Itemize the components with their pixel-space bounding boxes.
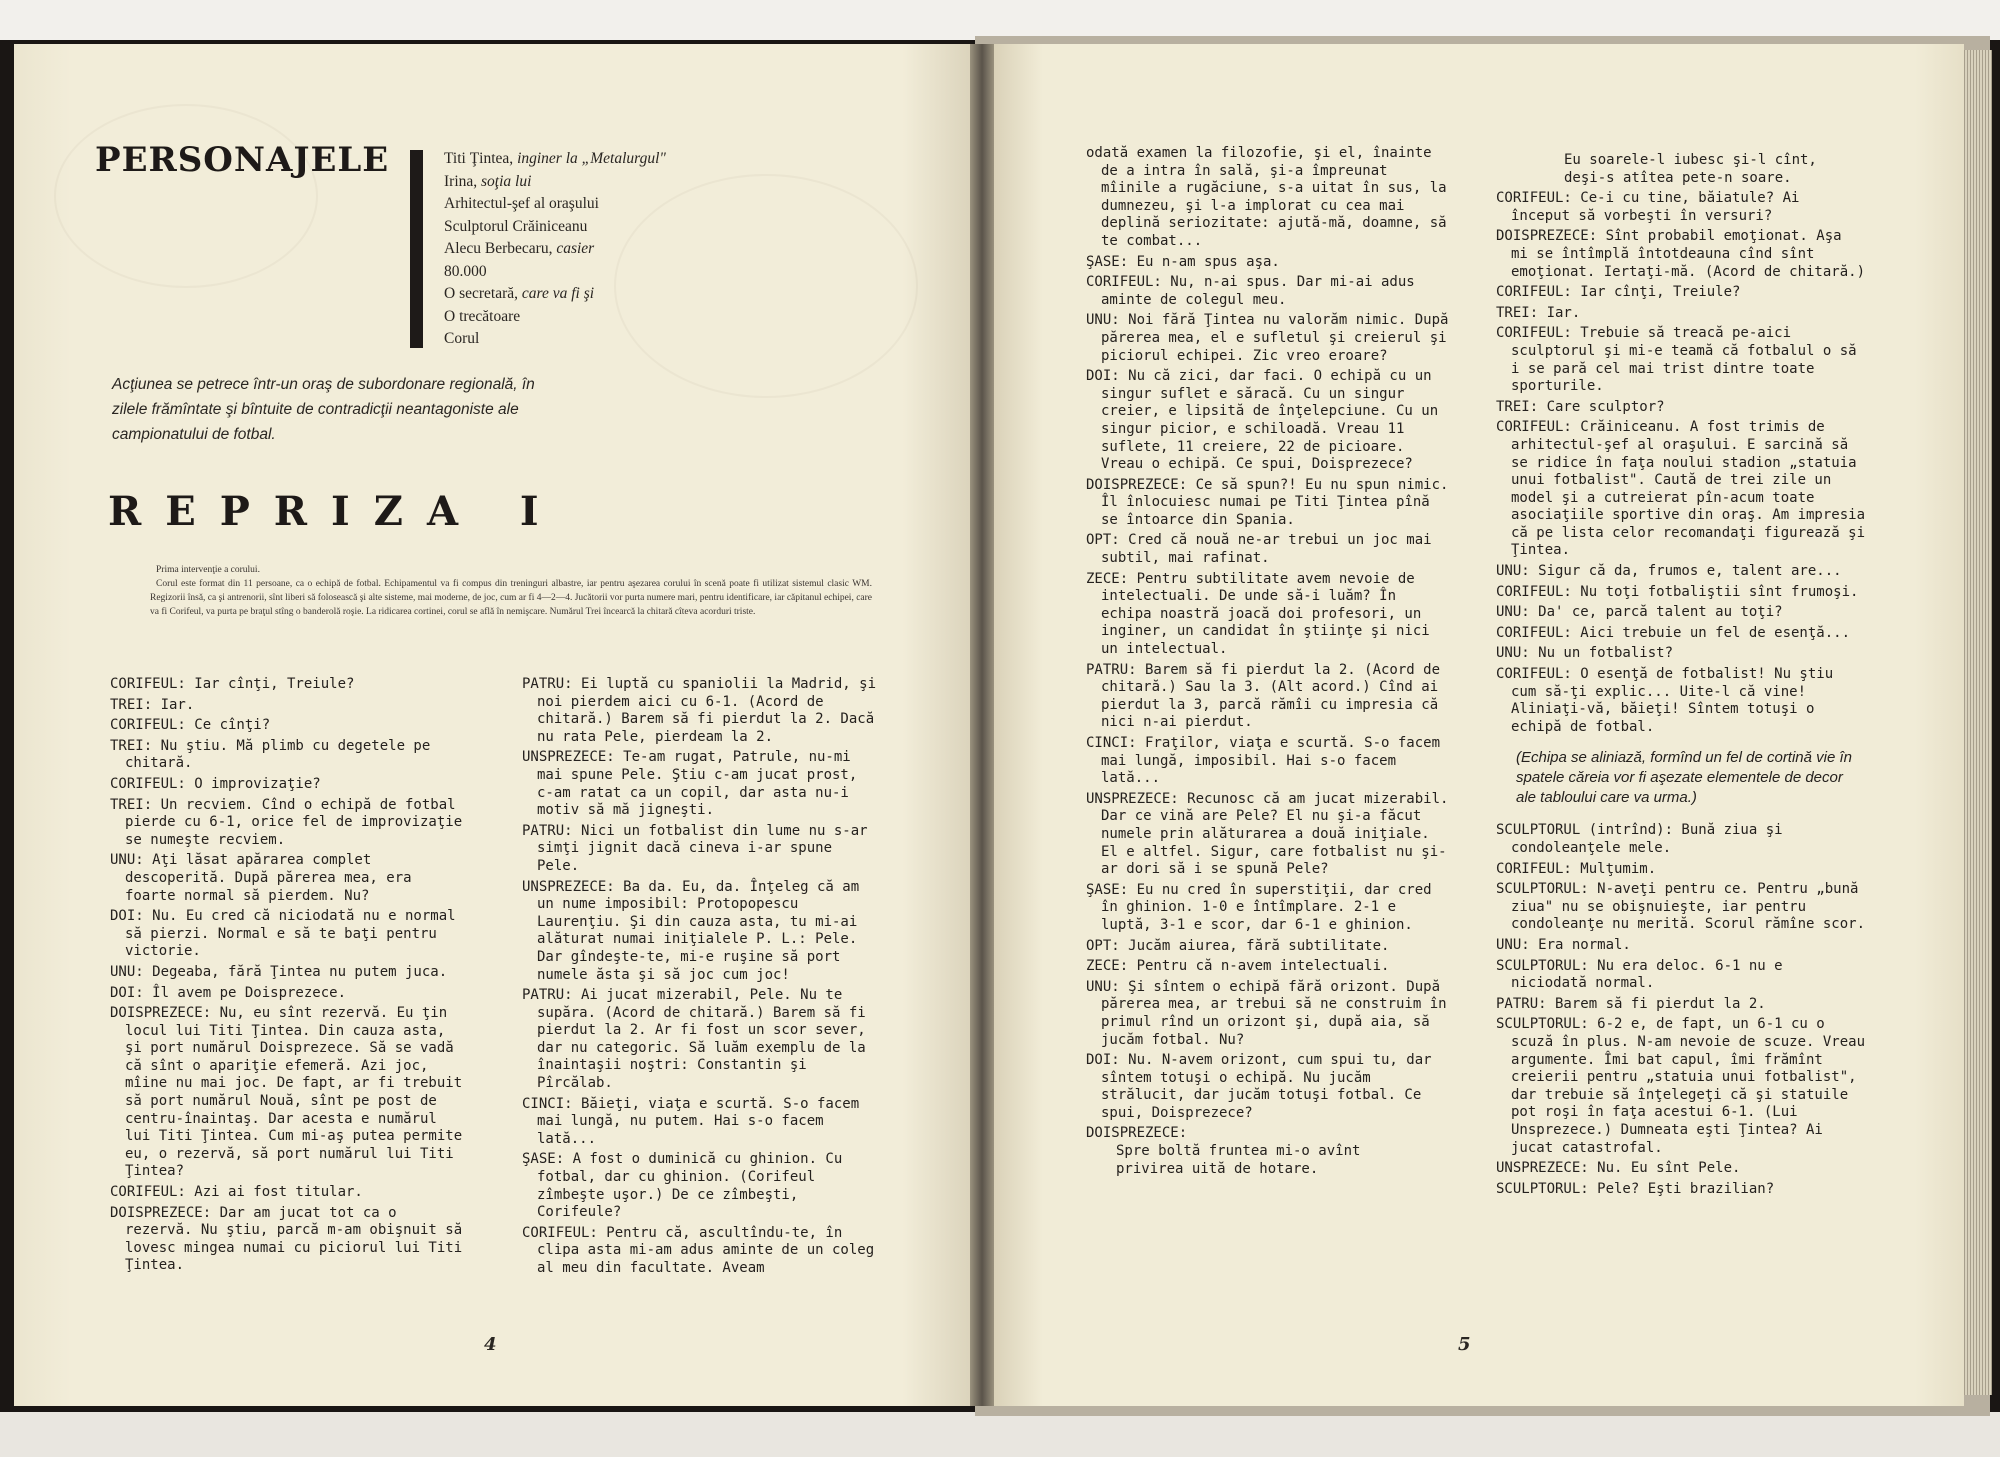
dialogue-line: DOI: Nu. N-avem orizont, cum spui tu, dar sîntem totuşi o echipă. Nu jucăm strălucit, dar jucăm totuşi fotbal. Ce spui, Doisprezece?: [1086, 1052, 1432, 1121]
dialogue-line: SCULPTORUL: N-aveţi pentru ce. Pentru „bună ziua" nu se obişnuieşte, iar pentru condoleanţe nu merită. Scorul rămîne scor.: [1496, 881, 1866, 933]
dialogue-line: CORIFEUL: Ce-i cu tine, băiatule? Ai început să vorbeşti în versuri?: [1496, 190, 1800, 224]
dialogue-line: OPT: Cred că nouă ne-ar trebui un joc mai subtil, mai rafinat.: [1086, 532, 1432, 567]
verse-line: Eu soarele-l iubesc şi-l cînt,: [1564, 152, 1817, 168]
background-top: [0, 0, 2000, 40]
dialogue-line: UNU: Şi sîntem o echipă fără orizont. După părerea mea, ar trebui să ne construim în primul rînd un orizont şi, după aia, să jucăm fotbal. Nu?: [1086, 978, 1447, 1048]
dialogue-line: SCULPTORUL (intrînd): Bună ziua şi condoleanţele mele.: [1496, 822, 1783, 856]
dialogue-line: PATRU: Barem să fi pierdut la 2.: [1496, 995, 1766, 1012]
dialogue-line: CINCI: Băieţi, viaţa e scurtă. S-o facem mai lungă, nu putem. Hai s-o facem lată...: [522, 1095, 860, 1147]
cast-item: 80.000: [444, 262, 487, 280]
stage-note-first: Prima intervenţie a corului.: [156, 565, 260, 575]
page-title: PERSONAJELE: [95, 140, 390, 180]
dialogue-line: DOI: Nu. Eu cred că niciodată nu e normal să pierzi. Normal e să te baţi pentru victorie.: [110, 908, 456, 960]
dialogue-line: PATRU: Nici un fotbalist din lume nu s-ar simţi jignit dacă cineva i-ar spune Pele.: [522, 822, 868, 874]
dialogue-line: ZECE: Pentru că n-avem intelectuali.: [1086, 958, 1390, 975]
dialogue-line: UNU: Da' ce, parcă talent au toţi?: [1496, 604, 1783, 621]
dialogue-line: DOISPREZECE: Dar am jucat tot ca o rezervă. Nu ştiu, parcă m-am obişnuit să lovesc mingea numai cu piciorul lui Titi Ţintea.: [110, 1204, 463, 1274]
cast-item: Alecu Berbecaru, casier: [444, 240, 595, 257]
dialogue-line: ŞASE: Eu nu cred în superstiţii, dar cred în ghinion. 1-0 e întîmplare. 2-1 e luptă, 3-1 e scor, dar 6-1 e ghinion.: [1086, 881, 1432, 933]
dialogue-line: ŞASE: Eu n-am spus aşa.: [1086, 253, 1280, 270]
dialogue-line: UNU: Aţi lăsat apărarea complet descoperită. După părerea mea, era foarte normal să pierdem. Nu?: [110, 852, 412, 904]
page-stack: [1962, 50, 1992, 1395]
watermark-shape: [54, 104, 318, 288]
cast-item: Titi Ţintea, inginer la „Metalurgul": [444, 150, 666, 167]
act-title: REPRIZA I: [108, 488, 563, 535]
dialogue-line: PATRU: Ai jucat mizerabil, Pele. Nu te supăra. (Acord de chitară.) Barem să fi pierdut la 2. Ar fi fost un scor sever, dar nu categoric. Să luăm exemplu de la înaintaşii noştri: Constantin şi Pîrcălab.: [522, 987, 866, 1092]
dialogue-line: OPT: Jucăm aiurea, fără subtilitate.: [1086, 937, 1390, 954]
dialogue-line: SCULPTORUL: 6-2 e, de fapt, un 6-1 cu o scuză în plus. N-am nevoie de scuze. Vreau argumente. Îmi bat capul, îmi frămînt creierii pentru „statuia unui fotbalist", dar trebuie să înţelegeţi că şi statuile pot roşi în faţa acestui 6-1. (Lui Unsprezece.) Dumneata eşti Ţintea? Ai jucat catastrofal.: [1496, 1016, 1866, 1156]
dialogue-line: DOISPREZECE: Ce să spun?! Eu nu spun nimic. Îl înlocuiesc numai pe Titi Ţintea pînă se întoarce din Spania.: [1086, 476, 1449, 528]
dialogue-line: CORIFEUL: Crăiniceanu. A fost trimis de arhitectul-şef al oraşului. E sarcină să se ridice în faţa noului stadion „statuia unui fotbalist". Caută de trei zile un model şi a cutreierat pîn-acum toate asociaţiile sportive din oraş. Am impresia că pe lista celor recomandaţi figurează şi Ţintea.: [1496, 419, 1866, 559]
dialogue-line: CORIFEUL: Ce cînţi?: [110, 717, 271, 734]
left-column-1: [110, 676, 470, 1278]
dialogue-line: TREI: Care sculptor?: [1496, 398, 1665, 415]
dialogue-line: CORIFEUL: Aici trebuie un fel de esenţă...: [1496, 624, 1851, 641]
cast-item: O secretară, care va fi şi: [444, 285, 595, 302]
stage-direction: (Echipa se aliniază, formînd un fel de cortină vie în spatele căreia vor fi aşezate elementele de decor ale tabloului care va urma.): [1516, 749, 1853, 807]
dialogue-line: ŞASE: A fost o duminică cu ghinion. Cu fotbal, dar cu ghinion. (Corifeul zîmbeşte uşor.) De ce zîmbeşti, Corifeule?: [522, 1151, 843, 1221]
dialogue-line: odată examen la filozofie, şi el, înainte de a intra în sală, şi-a împreunat mîinile a rugăciune, s-a uitat în sus, la dumnezeu, şi l-a implorat cu cea mai deplină seriozitate: ajută-mă, doamne, să te combat...: [1086, 145, 1447, 249]
dialogue-line: CORIFEUL: Pentru că, ascultîndu-te, în clipa asta mi-am adus aminte de un coleg al meu din facultate. Aveam: [522, 1224, 875, 1276]
cast-list: [444, 148, 774, 351]
dialogue-line: CORIFEUL: Iar cînţi, Treiule?: [110, 676, 355, 692]
dialogue-line: TREI: Nu ştiu. Mă plimb cu degetele pe chitară.: [110, 737, 431, 772]
dialogue-line: DOI: Îl avem pe Doisprezece.: [110, 984, 347, 1001]
dialogue-line: PATRU: Barem să fi pierdut la 2. (Acord de chitară.) Sau la 3. (Alt acord.) Cînd ai pierdut la 3, parcă rămîi cu impresia că nici n-ai pierdut.: [1086, 661, 1441, 731]
right-column-1: [1086, 145, 1452, 1181]
right-column-2: [1496, 152, 1866, 1201]
dialogue-line: CORIFEUL: Nu toţi fotbaliştii sînt frumoşi.: [1496, 583, 1859, 600]
page-number-left: 4: [484, 1334, 497, 1355]
title-divider-bar: [410, 150, 423, 348]
dialogue-line: ZECE: Pentru subtilitate avem nevoie de intelectuali. De unde să-i luăm? În echipa noastră joacă doi profesori, un inginer, un candidat în ştiinţe şi nici un intelectual.: [1086, 570, 1430, 658]
dialogue-line: CORIFEUL: Trebuie să treacă pe-aici sculptorul şi mi-e teamă că fotbalul o să i se pară cel mai trist dintre toate sporturile.: [1496, 325, 1857, 395]
dialogue-line: UNSPREZECE: Nu. Eu sînt Pele.: [1496, 1160, 1741, 1177]
dialogue-line: SCULPTORUL: Nu era deloc. 6-1 nu e niciodată normal.: [1496, 957, 1783, 992]
left-column-2: [522, 676, 878, 1281]
cast-item: Arhitectul-şef al oraşului: [444, 195, 599, 212]
dialogue-line: PATRU: Ei luptă cu spaniolii la Madrid, şi noi pierdem aici cu 6-1. (Acord de chitară.) Barem să fi pierdut la 2. Dacă nu rata Pele, pierdeam la 2.: [522, 676, 877, 745]
stage-note: [150, 563, 872, 619]
dialogue-line: TREI: Iar.: [110, 696, 195, 713]
dialogue-line: DOISPREZECE:: [1086, 1125, 1188, 1142]
dialogue-line: UNU: Sigur că da, frumos e, talent are...: [1496, 563, 1842, 580]
cast-item: O trecătoare: [444, 307, 521, 325]
dialogue-line: DOI: Nu că zici, dar faci. O echipă cu un singur suflet e săracă. Cu un singur creier, e lipsită de înţelepciune. Cu un singur picior, e schiloadă. Vreau 11 suflete, 11 creiere, 22 de picioare. Vreau o echipă. Ce spui, Doisprezece?: [1086, 368, 1439, 473]
page-number-right: 5: [1458, 1334, 1471, 1355]
dialogue-line: UNSPREZECE: Recunosc că am jucat mizerabil. Dar ce vină are Pele? El nu şi-a făcut numele prin alăturarea a două iniţiale. El e altfel. Sigur, care fotbalist nu şi-ar dori să i se spună Pele?: [1086, 790, 1449, 878]
cast-item: Sculptorul Crăiniceanu: [444, 217, 588, 235]
dialogue-line: CORIFEUL: Iar cînţi, Treiule?: [1496, 284, 1741, 301]
dialogue-line: UNU: Noi fără Ţintea nu valorăm nimic. După părerea mea, el e sufletul şi creierul şi piciorul echipei. Zic vreo eroare?: [1086, 312, 1449, 364]
stage-note-body: Corul este format din 11 persoane, ca o echipă de fotbal. Echipamentul va fi compus din treninguri albastre, iar pentru aşezarea corului în scenă poate fi utilizat sistemul clasic WM. Regizorii însă, ca şi antrenorii, sînt liberi să folosească şi alte sisteme, mai moderne, de joc, cum ar fi 4—2—4. Jucătorii vor purta numere mari, pentru identificare, iar căpitanul echipei, care va fi Corifeul, va purta pe braţul stîng o banderolă roşie. La ridicarea cortinei, corul se află în nemişcare. Numărul Trei încearcă la chitară cîteva acorduri triste.: [150, 579, 873, 617]
dialogue-line: TREI: Un recviem. Cînd o echipă de fotbal pierde cu 6-1, orice fel de improvizaţie se numeşte recviem.: [110, 796, 463, 848]
book-gutter: [970, 44, 994, 1406]
dialogue-line: UNSPREZECE: Ba da. Eu, da. Înţeleg că am un nume imposibil: Protopopescu Laurenţiu. Şi din cauza asta, tu mi-ai alăturat numai iniţialele P. L.: Pele. Dar gîndeşte-te, mi-e ruşine să port numele ăsta şi să joc cum joc!: [522, 878, 860, 983]
dialogue-line: SCULPTORUL: Pele? Eşti brazilian?: [1496, 1180, 1775, 1197]
dialogue-line: DOISPREZECE: Sînt probabil emoţionat. Aşa mi se întîmplă întotdeauna cînd sînt emoţionat. Iertaţi-mă. (Acord de chitară.): [1496, 228, 1866, 280]
dialogue-line: CINCI: Fraţilor, viaţa e scurtă. S-o facem mai lungă, imposibil. Hai s-o facem lată...: [1086, 735, 1441, 787]
dialogue-line: CORIFEUL: Azi ai fost titular.: [110, 1184, 363, 1201]
setting-description: Acţiunea se petrece într-un oraş de subordonare regională, în zilele frămîntate şi bîntuite de contradicţii neantagoniste ale campionatului de fotbal.: [112, 376, 535, 443]
dialogue-line: CORIFEUL: Mulţumim.: [1496, 860, 1657, 877]
dialogue-line: CORIFEUL: Nu, n-ai spus. Dar mi-ai adus aminte de colegul meu.: [1086, 274, 1415, 308]
verse-line: Spre boltă fruntea mi-o avînt: [1116, 1143, 1361, 1160]
dialogue-line: CORIFEUL: O improvizaţie?: [110, 775, 321, 792]
dialogue-line: CORIFEUL: O esenţă de fotbalist! Nu ştiu cum să-ţi explic... Uite-l că vine! Aliniaţi-vă, băieţi! Sîntem totuşi o echipă de fotbal.: [1496, 666, 1834, 735]
cast-item: Irina, soţia lui: [444, 172, 532, 190]
dialogue-line: UNU: Era normal.: [1496, 936, 1631, 953]
verse-line: privirea uită de hotare.: [1116, 1160, 1319, 1177]
dialogue-line: UNSPREZECE: Te-am rugat, Patrule, nu-mi mai spune Pele. Ştiu c-am jucat prost, c-am ratat ca un copil, dar asta nu-i motiv să mă jigneşti.: [522, 749, 858, 819]
dialogue-line: UNU: Nu un fotbalist?: [1496, 645, 1674, 662]
background-bottom: [0, 1412, 2000, 1457]
dialogue-line: UNU: Degeaba, fără Ţintea nu putem juca.: [110, 963, 448, 980]
dialogue-line: DOISPREZECE: Nu, eu sînt rezervă. Eu ţin locul lui Titi Ţintea. Din cauza asta, şi port numărul Doisprezece. Să se vadă că sînt o apariţie efemeră. Azi joc, mîine nu mai joc. De fapt, ar fi trebuit să port numărul Nouă, sînt pe post de centru-înaintaş. Dar acesta e numărul lui Titi Ţintea. Cum mi-aş putea permite eu, o rezervă, să port numărul lui Titi Ţintea?: [110, 1005, 463, 1180]
verse-line: deşi-s atîtea pete-n soare.: [1564, 169, 1792, 186]
dialogue-line: TREI: Iar.: [1496, 304, 1581, 321]
cast-item: Corul: [444, 330, 480, 347]
